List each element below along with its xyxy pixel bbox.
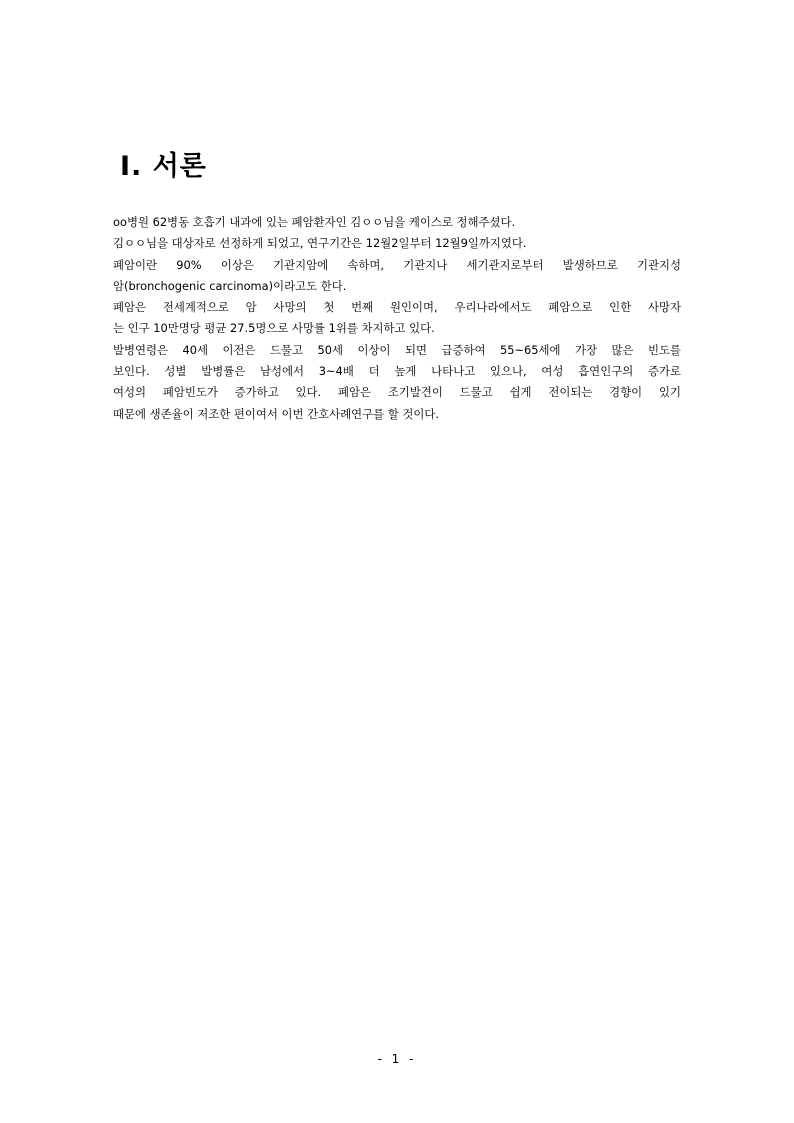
text-line: oo병원 62병동 호흡기 내과에 있는 폐암환자인 김ㅇㅇ님을 케이스로 정해주셨다. [113, 215, 516, 229]
page-number: - 1 - [377, 1052, 417, 1066]
body-paragraphs [113, 212, 681, 425]
text-line: 발병연령은 40세 이전은 드물고 50세 이상이 되면 급증하여 55~65세에 가장 많은 빈도를 [113, 342, 681, 357]
text-line: 김ㅇㅇ님을 대상자로 선정하게 되었고, 연구기간은 12월2일부터 12월9일까지였다. [113, 236, 527, 251]
text-line: 보인다. 성별 발병률은 남성에서 3~4배 더 높게 나타나고 있으나, 여성 흡연인구의 증가로 [113, 364, 681, 379]
text-line: 암(bronchogenic carcinoma)이라고도 한다. [113, 278, 347, 293]
section-heading: Ⅰ. 서론 [120, 151, 207, 182]
text-line: 때문에 생존율이 저조한 편이여서 이번 간호사례연구를 할 것이다. [113, 406, 440, 421]
text-line: 폐암은 전세계적으로 암 사망의 첫 번째 원인이며, 우리나라에서도 폐암으로 인한 사망자 [113, 300, 681, 315]
text-line: 여성의 폐암빈도가 증가하고 있다. 폐암은 조기발견이 드물고 쉽게 전이되는 경향이 있기 [113, 385, 681, 400]
text-line: 폐암이란 90% 이상은 기관지암에 속하며, 기관지나 세기관지로부터 발생하므로 기관지성 [113, 257, 681, 272]
text-line: 는 인구 10만명당 평균 27.5명으로 사망률 1위를 차지하고 있다. [113, 321, 435, 336]
